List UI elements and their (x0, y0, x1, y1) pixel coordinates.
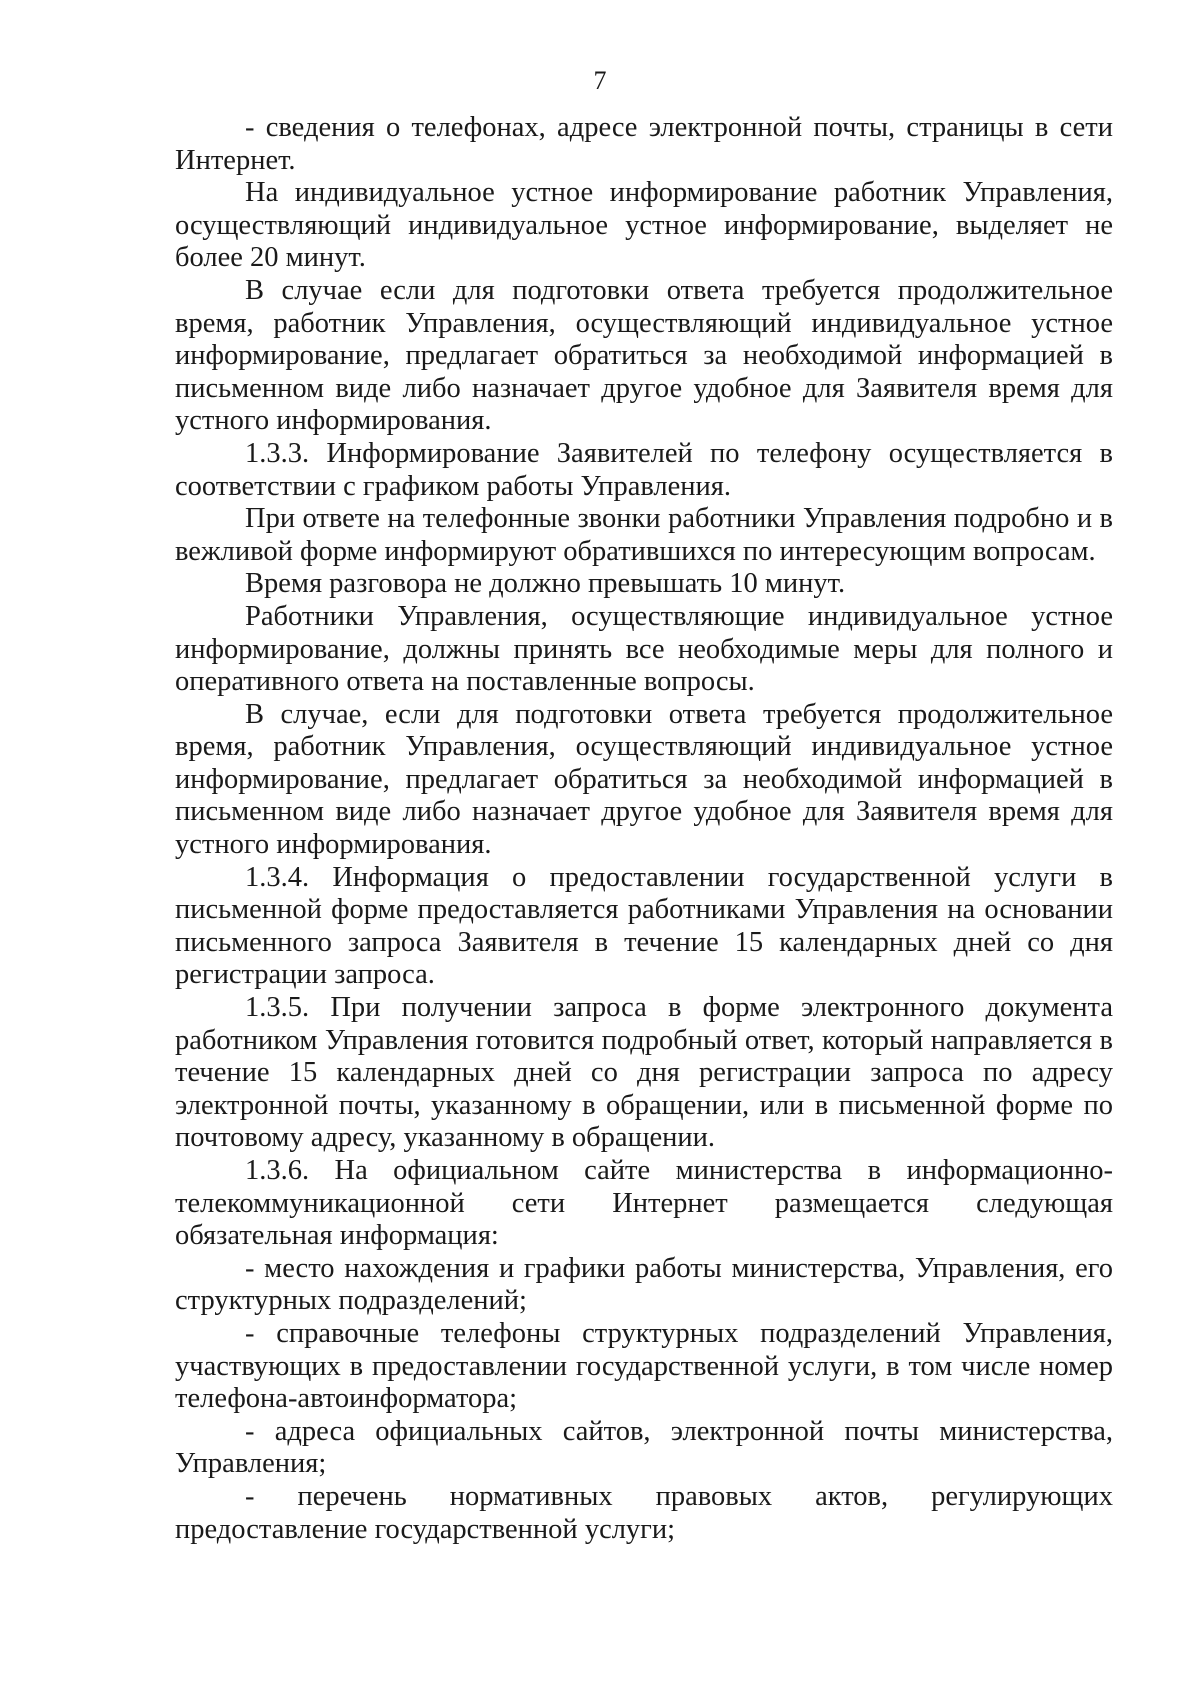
list-item-phones: - справочные телефоны структурных подразделений Управления, участвующих в предоставлении государственной услуги, в том числе номер телефона-автоинформатора; (175, 1317, 1113, 1415)
paragraph-phone-answers: При ответе на телефонные звонки работники Управления подробно и в вежливой форме информируют обратившихся по интересующим вопросам. (175, 503, 1113, 567)
paragraph-extended-time: В случае если для подготовки ответа требуется продолжительное время, работник Управления, осуществляющий индивидуальное устное информирование, предлагает обратиться за необходимой информацией в письменном виде либо назначает другое удобное для Заявителя время для устного информирования. (175, 274, 1113, 437)
paragraph-1-3-5: 1.3.5. При получении запроса в форме электронного документа работником Управления готовится подробный ответ, который направляется в течение 15 календарных дней со дня регистрации запроса по адресу электронной почты, указанному в обращении, или в письменной форме по почтовому адресу, указанному в обращении. (175, 992, 1113, 1154)
paragraph-1-3-6: 1.3.6. На официальном сайте министерства в информационно-телекоммуникационной сети Интернет размещается следующая обязательная информация: (175, 1155, 1113, 1252)
list-item-location: - место нахождения и графики работы министерства, Управления, его структурных подразделений; (175, 1252, 1113, 1317)
paragraph-oral-info-time: На индивидуальное устное информирование работник Управления, осуществляющий индивидуальное устное информирование, выделяет не более 20 минут. (175, 177, 1113, 274)
paragraph-call-duration: Время разговора не должно превышать 10 минут. (245, 568, 846, 600)
paragraph-staff-measures: Работники Управления, осуществляющие индивидуальное устное информирование, должны принять все необходимые меры для полного и оперативного ответа на поставленные вопросы. (175, 600, 1113, 698)
list-item-legal-acts: - перечень нормативных правовых актов, регулирующих предоставление государственной услуги; (175, 1480, 1113, 1545)
paragraph-1-3-4: 1.3.4. Информация о предоставлении государственной услуги в письменной форме предоставляется работниками Управления на основании письменного запроса Заявителя в течение 15 календарных дней со дня регистрации запроса. (175, 861, 1113, 991)
page-number: 7 (593, 66, 607, 95)
paragraph-1-3-3: 1.3.3. Информирование Заявителей по телефону осуществляется в соответствии с графиком работы Управления. (175, 437, 1113, 502)
paragraph-contact-info: - сведения о телефонах, адресе электронной почты, страницы в сети Интернет. (175, 112, 1113, 176)
document-body (175, 112, 1113, 1546)
paragraph-extended-time-repeat: В случае, если для подготовки ответа требуется продолжительное время, работник Управления, осуществляющий индивидуальное устное информирование, предлагает обратиться за необходимой информацией в письменном виде либо назначает другое удобное для Заявителя время для устного информирования. (175, 698, 1113, 861)
list-item-addresses: - адреса официальных сайтов, электронной почты министерства, Управления; (175, 1415, 1113, 1480)
